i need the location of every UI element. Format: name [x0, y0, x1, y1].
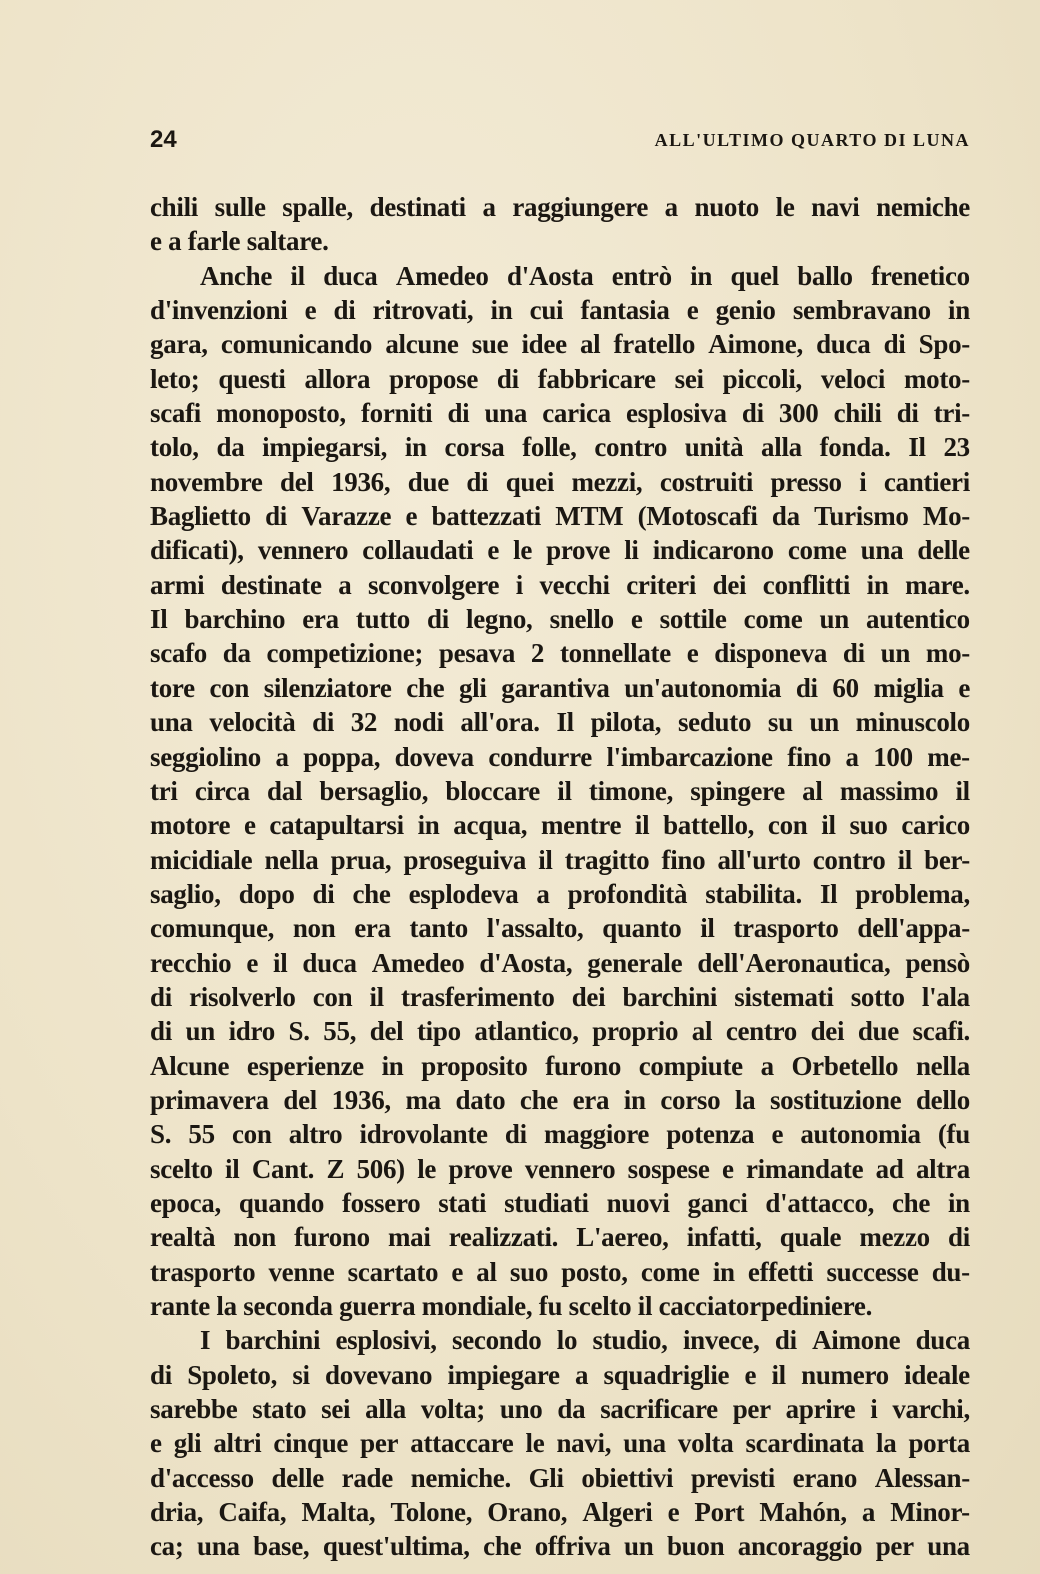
text-line: d'invenzioni e di ritrovati, in cui fantasia e genio sembravano in: [150, 295, 970, 326]
text-line: una velocità di 32 nodi all'ora. Il pilota, seduto su un minuscolo: [150, 707, 970, 738]
text-line: seggiolino a poppa, doveva condurre l'imbarcazione fino a 100 me-: [150, 741, 970, 772]
text-line: Alcune esperienze in proposito furono compiute a Orbetello nella: [150, 1050, 970, 1081]
text-line: Il barchino era tutto di legno, snello e sottile come un autentico: [150, 604, 970, 635]
text-line: scafi monoposto, forniti di una carica esplosiva di 300 chili di tri-: [150, 398, 970, 429]
text-line: di risolverlo con il trasferimento dei barchini sistemati sotto l'ala: [150, 981, 970, 1012]
text-line: I barchini esplosivi, secondo lo studio, invece, di Aimone duca: [200, 1325, 970, 1356]
text-line: scelto il Cant. Z 506) le prove vennero sospese e rimandate ad altra: [150, 1153, 970, 1184]
running-head: ALL'ULTIMO QUARTO DI LUNA: [654, 130, 970, 150]
text-line: novembre del 1936, due di quei mezzi, costruiti presso i cantieri: [150, 466, 970, 497]
text-line: di Spoleto, si dovevano impiegare a squadriglie e il numero ideale: [150, 1359, 970, 1390]
text-line: chili sulle spalle, destinati a raggiungere a nuoto le navi nemiche: [150, 192, 970, 222]
text-line: dificati), vennero collaudati e le prove li indicarono come una delle: [150, 535, 970, 566]
text-line: d'accesso delle rade nemiche. Gli obiettivi previsti erano Alessan-: [150, 1462, 970, 1493]
text-line: di un idro S. 55, del tipo atlantico, proprio al centro dei due scafi.: [150, 1016, 970, 1047]
text-line: sarebbe stato sei alla volta; uno da sacrificare per aprire i varchi,: [150, 1394, 970, 1425]
text-line: micidiale nella prua, proseguiva il tragitto fino all'urto contro il ber-: [150, 844, 970, 875]
text-line: primavera del 1936, ma dato che era in corso la sostituzione dello: [150, 1084, 970, 1115]
text-line: gara, comunicando alcune sue idee al fratello Aimone, duca di Spo-: [150, 329, 970, 360]
text-line: saglio, dopo di che esplodeva a profondità stabilita. Il problema,: [150, 878, 970, 909]
text-line: dria, Caifa, Malta, Tolone, Orano, Algeri e Port Mahón, a Minor-: [150, 1497, 970, 1528]
text-line: Anche il duca Amedeo d'Aosta entrò in quel ballo frenetico: [200, 260, 970, 291]
text-line: realtà non furono mai realizzati. L'aereo, infatti, quale mezzo di: [150, 1222, 970, 1253]
text-line: scafo da competizione; pesava 2 tonnellate e disponeva di un mo-: [150, 638, 970, 669]
text-line: Baglietto di Varazze e battezzati MTM (Motoscafi da Turismo Mo-: [150, 501, 970, 532]
text-line: ca; una base, quest'ultima, che offriva un buon ancoraggio per una: [150, 1531, 970, 1562]
body-text: [150, 190, 970, 1564]
text-line: tore con silenziatore che gli garantiva un'autonomia di 60 miglia e: [150, 672, 970, 703]
text-line: tri circa dal bersaglio, bloccare il timone, spingere al massimo il: [150, 775, 970, 806]
text-line: recchio e il duca Amedeo d'Aosta, generale dell'Aeronautica, pensò: [150, 947, 970, 978]
text-line: trasporto venne scartato e al suo posto, come in effetti successe du-: [150, 1256, 970, 1287]
text-line: leto; questi allora propose di fabbricare sei piccoli, veloci moto-: [150, 363, 970, 394]
text-line: rante la seconda guerra mondiale, fu scelto il cacciatorpediniere.: [150, 1291, 873, 1321]
text-line: e gli altri cinque per attaccare le navi, una volta scardinata la porta: [150, 1428, 970, 1459]
page-number: 24: [150, 126, 177, 153]
page-header: [150, 122, 970, 158]
text-line: S. 55 con altro idrovolante di maggiore potenza e autonomia (fu: [150, 1119, 970, 1150]
text-line: motore e catapultarsi in acqua, mentre il battello, con il suo carico: [150, 810, 970, 841]
text-line: epoca, quando fossero stati studiati nuovi ganci d'attacco, che in: [150, 1187, 970, 1218]
text-line: comunque, non era tanto l'assalto, quanto il trasporto dell'appa-: [150, 913, 970, 944]
text-line: tolo, da impiegarsi, in corsa folle, contro unità alla fonda. Il 23: [150, 432, 970, 463]
text-line: armi destinate a sconvolgere i vecchi criteri dei conflitti in mare.: [150, 569, 970, 600]
text-line: e a farle saltare.: [150, 226, 329, 257]
